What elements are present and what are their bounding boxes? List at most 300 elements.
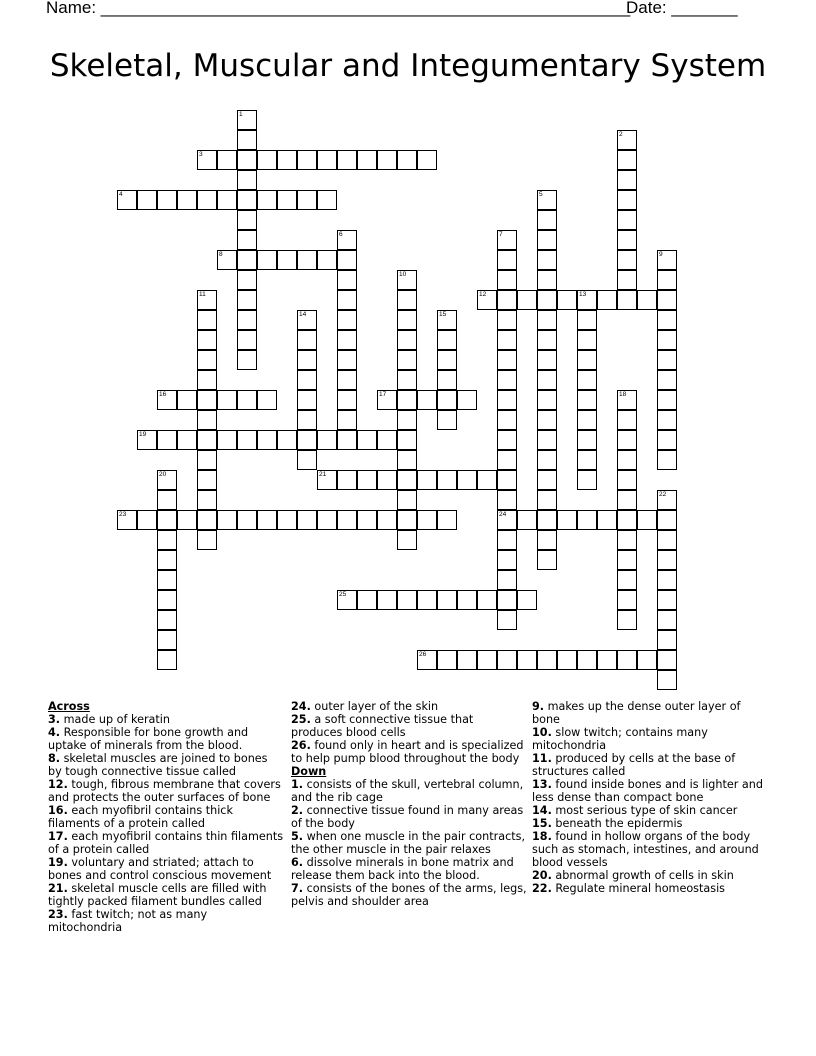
crossword-cell[interactable] xyxy=(377,390,397,410)
crossword-cell[interactable] xyxy=(657,670,677,690)
crossword-cell[interactable] xyxy=(297,390,317,410)
crossword-cell[interactable] xyxy=(237,110,257,130)
crossword-cell[interactable] xyxy=(337,230,357,250)
clue-text: makes up the dense outer layer of bone xyxy=(532,700,741,726)
crossword-cell[interactable] xyxy=(617,170,637,190)
crossword-cell[interactable] xyxy=(657,450,677,470)
crossword-cell[interactable] xyxy=(577,430,597,450)
crossword-cell[interactable] xyxy=(417,590,437,610)
crossword-cell[interactable] xyxy=(297,510,317,530)
crossword-cell[interactable] xyxy=(377,510,397,530)
crossword-cell[interactable] xyxy=(457,390,477,410)
crossword-cell[interactable] xyxy=(577,390,597,410)
crossword-cell[interactable] xyxy=(537,310,557,330)
crossword-cell[interactable] xyxy=(397,590,417,610)
crossword-cell[interactable] xyxy=(617,530,637,550)
crossword-cell[interactable] xyxy=(437,590,457,610)
crossword-cell[interactable] xyxy=(617,190,637,210)
crossword-cell[interactable] xyxy=(537,430,557,450)
crossword-cell[interactable] xyxy=(537,510,557,530)
clue-number-label: 6. xyxy=(291,856,304,869)
crossword-cell[interactable] xyxy=(497,610,517,630)
crossword-cell[interactable] xyxy=(157,650,177,670)
crossword-cell[interactable] xyxy=(437,650,457,670)
crossword-cell[interactable] xyxy=(517,290,537,310)
crossword-cell[interactable] xyxy=(617,550,637,570)
crossword-cell[interactable] xyxy=(577,290,597,310)
crossword-cell[interactable] xyxy=(537,550,557,570)
crossword-cell[interactable] xyxy=(197,470,217,490)
crossword-cell[interactable] xyxy=(237,210,257,230)
clue-number-label: 15. xyxy=(532,817,552,830)
crossword-cell[interactable] xyxy=(137,430,157,450)
crossword-cell[interactable] xyxy=(497,650,517,670)
crossword-cell[interactable] xyxy=(617,570,637,590)
clue-number-label: 21. xyxy=(48,882,68,895)
crossword-cell[interactable] xyxy=(397,470,417,490)
crossword-cell[interactable] xyxy=(437,410,457,430)
clue-item xyxy=(291,713,527,739)
crossword-cell[interactable] xyxy=(657,490,677,510)
clue-number-label: 10. xyxy=(532,726,552,739)
clue-number: 4 xyxy=(119,191,123,198)
clue-number-label: 13. xyxy=(532,778,552,791)
crossword-cell[interactable] xyxy=(157,570,177,590)
crossword-cell[interactable] xyxy=(537,350,557,370)
crossword-cell[interactable] xyxy=(537,410,557,430)
crossword-cell[interactable] xyxy=(297,350,317,370)
crossword-cell[interactable] xyxy=(297,330,317,350)
crossword-cell[interactable] xyxy=(457,650,477,670)
crossword-cell[interactable] xyxy=(337,250,357,270)
crossword-cell[interactable] xyxy=(497,470,517,490)
clue-number-label: 18. xyxy=(532,830,552,843)
crossword-cell[interactable] xyxy=(617,410,637,430)
crossword-cell[interactable] xyxy=(477,650,497,670)
crossword-cell[interactable] xyxy=(557,650,577,670)
crossword-cell[interactable] xyxy=(397,390,417,410)
crossword-cell[interactable] xyxy=(657,390,677,410)
crossword-cell[interactable] xyxy=(617,290,637,310)
crossword-cell[interactable] xyxy=(197,430,217,450)
crossword-cell[interactable] xyxy=(157,390,177,410)
clue-text: voluntary and striated; attach to bones and control conscious movement xyxy=(48,856,272,882)
crossword-cell[interactable] xyxy=(357,470,377,490)
clue-number-label: 5. xyxy=(291,830,304,843)
clue-text: slow twitch; contains many mitochondria xyxy=(532,726,708,752)
crossword-cell[interactable] xyxy=(457,590,477,610)
crossword-cell[interactable] xyxy=(157,630,177,650)
crossword-cell[interactable] xyxy=(237,190,257,210)
crossword-cell[interactable] xyxy=(617,430,637,450)
crossword-cell[interactable] xyxy=(617,270,637,290)
crossword-cell[interactable] xyxy=(657,550,677,570)
crossword-cell[interactable] xyxy=(357,510,377,530)
crossword-cell[interactable] xyxy=(497,450,517,470)
crossword-cell[interactable] xyxy=(497,530,517,550)
clue-number: 10 xyxy=(399,271,407,278)
crossword-cell[interactable] xyxy=(397,410,417,430)
crossword-cell[interactable] xyxy=(337,150,357,170)
clue-text: consists of the bones of the arms, legs, pelvis and shoulder area xyxy=(291,882,527,908)
crossword-cell[interactable] xyxy=(137,190,157,210)
crossword-cell[interactable] xyxy=(537,330,557,350)
crossword-cell[interactable] xyxy=(497,350,517,370)
crossword-cell[interactable] xyxy=(477,470,497,490)
crossword-cell[interactable] xyxy=(577,410,597,430)
across-heading: Across xyxy=(48,700,90,713)
crossword-cell[interactable] xyxy=(497,310,517,330)
crossword-cell[interactable] xyxy=(657,570,677,590)
clue-number-label: 4. xyxy=(48,726,61,739)
crossword-cell[interactable] xyxy=(217,430,237,450)
crossword-cell[interactable] xyxy=(397,370,417,390)
crossword-cell[interactable] xyxy=(377,150,397,170)
crossword-cell[interactable] xyxy=(337,290,357,310)
crossword-cell[interactable] xyxy=(537,210,557,230)
crossword-cell[interactable] xyxy=(437,350,457,370)
crossword-cell[interactable] xyxy=(197,350,217,370)
crossword-cell[interactable] xyxy=(497,510,517,530)
crossword-cell[interactable] xyxy=(377,430,397,450)
crossword-cell[interactable] xyxy=(117,190,137,210)
crossword-cell[interactable] xyxy=(397,290,417,310)
crossword-cell[interactable] xyxy=(657,350,677,370)
crossword-cell[interactable] xyxy=(657,590,677,610)
clue-number: 18 xyxy=(619,391,627,398)
crossword-cell[interactable] xyxy=(197,190,217,210)
crossword-cell[interactable] xyxy=(257,430,277,450)
crossword-cell[interactable] xyxy=(277,250,297,270)
crossword-cell[interactable] xyxy=(197,450,217,470)
crossword-cell[interactable] xyxy=(657,290,677,310)
crossword-cell[interactable] xyxy=(417,650,437,670)
crossword-cell[interactable] xyxy=(237,170,257,190)
crossword-cell[interactable] xyxy=(517,650,537,670)
crossword-cell[interactable] xyxy=(637,290,657,310)
crossword-cell[interactable] xyxy=(257,190,277,210)
crossword-cell[interactable] xyxy=(497,370,517,390)
crossword-cell[interactable] xyxy=(117,510,137,530)
crossword-cell[interactable] xyxy=(617,510,637,530)
crossword-cell[interactable] xyxy=(637,650,657,670)
crossword-cell[interactable] xyxy=(517,590,537,610)
crossword-cell[interactable] xyxy=(497,550,517,570)
crossword-cell[interactable] xyxy=(657,610,677,630)
crossword-cell[interactable] xyxy=(617,150,637,170)
crossword-cell[interactable] xyxy=(517,510,537,530)
crossword-cell[interactable] xyxy=(497,570,517,590)
clue-text: abnormal growth of cells in skin xyxy=(551,869,734,882)
crossword-cell[interactable] xyxy=(337,370,357,390)
crossword-cell[interactable] xyxy=(217,510,237,530)
crossword-cell[interactable] xyxy=(157,190,177,210)
crossword-cell[interactable] xyxy=(617,470,637,490)
crossword-cell[interactable] xyxy=(237,510,257,530)
crossword-cell[interactable] xyxy=(237,230,257,250)
crossword-cell[interactable] xyxy=(157,550,177,570)
crossword-cell[interactable] xyxy=(497,410,517,430)
clue-item xyxy=(532,804,768,817)
crossword-cell[interactable] xyxy=(537,250,557,270)
crossword-cell[interactable] xyxy=(337,410,357,430)
crossword-cell[interactable] xyxy=(537,470,557,490)
crossword-cell[interactable] xyxy=(157,610,177,630)
crossword-cell[interactable] xyxy=(317,190,337,210)
clue-number-label: 22. xyxy=(532,882,552,895)
clue-item xyxy=(532,869,768,882)
crossword-cell[interactable] xyxy=(657,630,677,650)
crossword-cell[interactable] xyxy=(237,150,257,170)
crossword-cell[interactable] xyxy=(657,370,677,390)
crossword-cell[interactable] xyxy=(657,430,677,450)
crossword-cell[interactable] xyxy=(297,370,317,390)
crossword-cell[interactable] xyxy=(217,390,237,410)
crossword-cell[interactable] xyxy=(617,450,637,470)
crossword-cell[interactable] xyxy=(577,450,597,470)
crossword-cell[interactable] xyxy=(217,250,237,270)
crossword-cell[interactable] xyxy=(497,270,517,290)
crossword-cell[interactable] xyxy=(257,390,277,410)
crossword-cell[interactable] xyxy=(297,250,317,270)
crossword-cell[interactable] xyxy=(237,290,257,310)
crossword-cell[interactable] xyxy=(497,430,517,450)
crossword-cell[interactable] xyxy=(197,390,217,410)
crossword-cell[interactable] xyxy=(237,330,257,350)
crossword-cell[interactable] xyxy=(157,590,177,610)
crossword-cell[interactable] xyxy=(277,150,297,170)
crossword-cell[interactable] xyxy=(617,590,637,610)
crossword-cell[interactable] xyxy=(657,510,677,530)
crossword-cell[interactable] xyxy=(397,430,417,450)
crossword-cell[interactable] xyxy=(537,450,557,470)
crossword-cell[interactable] xyxy=(597,290,617,310)
crossword-cell[interactable] xyxy=(417,470,437,490)
crossword-cell[interactable] xyxy=(397,270,417,290)
crossword-cell[interactable] xyxy=(157,470,177,490)
crossword-cell[interactable] xyxy=(257,150,277,170)
clue-text: each myofibril contains thick filaments of a protein called xyxy=(48,804,233,830)
crossword-cell[interactable] xyxy=(337,310,357,330)
crossword-cell[interactable] xyxy=(237,350,257,370)
crossword-cell[interactable] xyxy=(237,270,257,290)
crossword-cell[interactable] xyxy=(417,390,437,410)
crossword-cell[interactable] xyxy=(137,510,157,530)
crossword-cell[interactable] xyxy=(617,390,637,410)
clue-item xyxy=(532,726,768,752)
crossword-cell[interactable] xyxy=(277,510,297,530)
crossword-cell[interactable] xyxy=(577,330,597,350)
crossword-cell[interactable] xyxy=(157,510,177,530)
crossword-cell[interactable] xyxy=(177,430,197,450)
crossword-cell[interactable] xyxy=(397,510,417,530)
crossword-cell[interactable] xyxy=(417,150,437,170)
date-field[interactable]: Date: _______ xyxy=(626,0,738,17)
crossword-cell[interactable] xyxy=(477,290,497,310)
crossword-cell[interactable] xyxy=(297,450,317,470)
crossword-cell[interactable] xyxy=(497,330,517,350)
crossword-cell[interactable] xyxy=(317,430,337,450)
crossword-cell[interactable] xyxy=(317,150,337,170)
crossword-cell[interactable] xyxy=(477,590,497,610)
crossword-cell[interactable] xyxy=(237,310,257,330)
crossword-cell[interactable] xyxy=(197,310,217,330)
crossword-cell[interactable] xyxy=(337,270,357,290)
crossword-cell[interactable] xyxy=(397,150,417,170)
crossword-cell[interactable] xyxy=(377,470,397,490)
crossword-cell[interactable] xyxy=(537,270,557,290)
crossword-cell[interactable] xyxy=(617,250,637,270)
crossword-cell[interactable] xyxy=(497,390,517,410)
crossword-cell[interactable] xyxy=(237,430,257,450)
crossword-cell[interactable] xyxy=(277,190,297,210)
crossword-cell[interactable] xyxy=(337,350,357,370)
crossword-cell[interactable] xyxy=(537,290,557,310)
crossword-cell[interactable] xyxy=(437,330,457,350)
crossword-cell[interactable] xyxy=(577,470,597,490)
crossword-cell[interactable] xyxy=(577,370,597,390)
crossword-cell[interactable] xyxy=(657,270,677,290)
crossword-cell[interactable] xyxy=(437,390,457,410)
crossword-cell[interactable] xyxy=(237,250,257,270)
crossword-cell[interactable] xyxy=(437,510,457,530)
crossword-cell[interactable] xyxy=(197,530,217,550)
crossword-cell[interactable] xyxy=(317,470,337,490)
crossword-cell[interactable] xyxy=(497,230,517,250)
crossword-cell[interactable] xyxy=(397,350,417,370)
crossword-cell[interactable] xyxy=(657,650,677,670)
crossword-cell[interactable] xyxy=(497,490,517,510)
crossword-cell[interactable] xyxy=(197,330,217,350)
crossword-cell[interactable] xyxy=(317,250,337,270)
crossword-cell[interactable] xyxy=(497,250,517,270)
crossword-cell[interactable] xyxy=(617,130,637,150)
crossword-cell[interactable] xyxy=(397,530,417,550)
crossword-cell[interactable] xyxy=(377,590,397,610)
crossword-cell[interactable] xyxy=(657,330,677,350)
crossword-cell[interactable] xyxy=(297,410,317,430)
crossword-cell[interactable] xyxy=(397,450,417,470)
crossword-cell[interactable] xyxy=(557,290,577,310)
crossword-cell[interactable] xyxy=(217,150,237,170)
crossword-cell[interactable] xyxy=(357,150,377,170)
crossword-cell[interactable] xyxy=(297,190,317,210)
crossword-cell[interactable] xyxy=(337,430,357,450)
crossword-cell[interactable] xyxy=(537,490,557,510)
crossword-cell[interactable] xyxy=(497,590,517,610)
crossword-cell[interactable] xyxy=(537,650,557,670)
crossword-cell[interactable] xyxy=(537,530,557,550)
crossword-cell[interactable] xyxy=(277,430,297,450)
clue-text: consists of the skull, vertebral column, and the rib cage xyxy=(291,778,524,804)
crossword-cell[interactable] xyxy=(197,290,217,310)
crossword-cell[interactable] xyxy=(297,430,317,450)
crossword-cell[interactable] xyxy=(577,650,597,670)
name-field[interactable]: Name: ________________________________________________________ xyxy=(46,0,631,17)
crossword-cell[interactable] xyxy=(397,330,417,350)
crossword-cell[interactable] xyxy=(157,490,177,510)
crossword-cell[interactable] xyxy=(297,150,317,170)
crossword-cell[interactable] xyxy=(617,230,637,250)
crossword-cell[interactable] xyxy=(657,530,677,550)
crossword-cell[interactable] xyxy=(197,490,217,510)
crossword-cell[interactable] xyxy=(357,590,377,610)
crossword-cell[interactable] xyxy=(337,470,357,490)
crossword-cell[interactable] xyxy=(177,190,197,210)
crossword-cell[interactable] xyxy=(657,250,677,270)
crossword-cell[interactable] xyxy=(597,510,617,530)
crossword-cell[interactable] xyxy=(217,190,237,210)
clue-item xyxy=(291,739,527,765)
crossword-cell[interactable] xyxy=(457,470,477,490)
crossword-cell[interactable] xyxy=(417,510,437,530)
clue-number: 7 xyxy=(499,231,503,238)
crossword-cell[interactable] xyxy=(557,510,577,530)
clue-text: found in hollow organs of the body such as stomach, intestines, and around blood vessels xyxy=(532,830,759,869)
crossword-cell[interactable] xyxy=(657,410,677,430)
crossword-cell[interactable] xyxy=(337,510,357,530)
crossword-cell[interactable] xyxy=(577,510,597,530)
crossword-cell[interactable] xyxy=(577,310,597,330)
crossword-cell[interactable] xyxy=(657,310,677,330)
crossword-cell[interactable] xyxy=(237,390,257,410)
crossword-cell[interactable] xyxy=(177,390,197,410)
crossword-cell[interactable] xyxy=(497,290,517,310)
crossword-cell[interactable] xyxy=(237,130,257,150)
crossword-cell[interactable] xyxy=(257,510,277,530)
crossword-cell[interactable] xyxy=(597,650,617,670)
crossword-cell[interactable] xyxy=(197,370,217,390)
crossword-cell[interactable] xyxy=(617,490,637,510)
crossword-cell[interactable] xyxy=(637,510,657,530)
crossword-cell[interactable] xyxy=(297,310,317,330)
clue-number-label: 2. xyxy=(291,804,304,817)
crossword-cell[interactable] xyxy=(337,390,357,410)
crossword-cell[interactable] xyxy=(337,590,357,610)
crossword-cell[interactable] xyxy=(257,250,277,270)
crossword-cell[interactable] xyxy=(157,530,177,550)
clue-number: 17 xyxy=(379,391,387,398)
crossword-cell[interactable] xyxy=(617,650,637,670)
crossword-cell[interactable] xyxy=(437,470,457,490)
crossword-cell[interactable] xyxy=(537,230,557,250)
crossword-cell[interactable] xyxy=(157,430,177,450)
crossword-cell[interactable] xyxy=(337,330,357,350)
crossword-cell[interactable] xyxy=(537,390,557,410)
clue-item xyxy=(291,700,527,713)
crossword-cell[interactable] xyxy=(617,210,637,230)
crossword-cell[interactable] xyxy=(197,510,217,530)
crossword-cell[interactable] xyxy=(537,190,557,210)
clue-number: 16 xyxy=(159,391,167,398)
crossword-cell[interactable] xyxy=(617,610,637,630)
clue-text: beneath the epidermis xyxy=(551,817,683,830)
crossword-cell[interactable] xyxy=(397,310,417,330)
clue-number: 21 xyxy=(319,471,327,478)
crossword-cell[interactable] xyxy=(437,310,457,330)
crossword-cell[interactable] xyxy=(397,490,417,510)
crossword-cell[interactable] xyxy=(197,410,217,430)
crossword-cell[interactable] xyxy=(197,150,217,170)
clue-item xyxy=(48,726,284,752)
crossword-cell[interactable] xyxy=(577,350,597,370)
crossword-cell[interactable] xyxy=(177,510,197,530)
crossword-cell[interactable] xyxy=(317,510,337,530)
crossword-cell[interactable] xyxy=(437,370,457,390)
clue-text: skeletal muscles are joined to bones by tough connective tissue called xyxy=(48,752,268,778)
crossword-cell[interactable] xyxy=(357,430,377,450)
crossword-cell[interactable] xyxy=(537,370,557,390)
